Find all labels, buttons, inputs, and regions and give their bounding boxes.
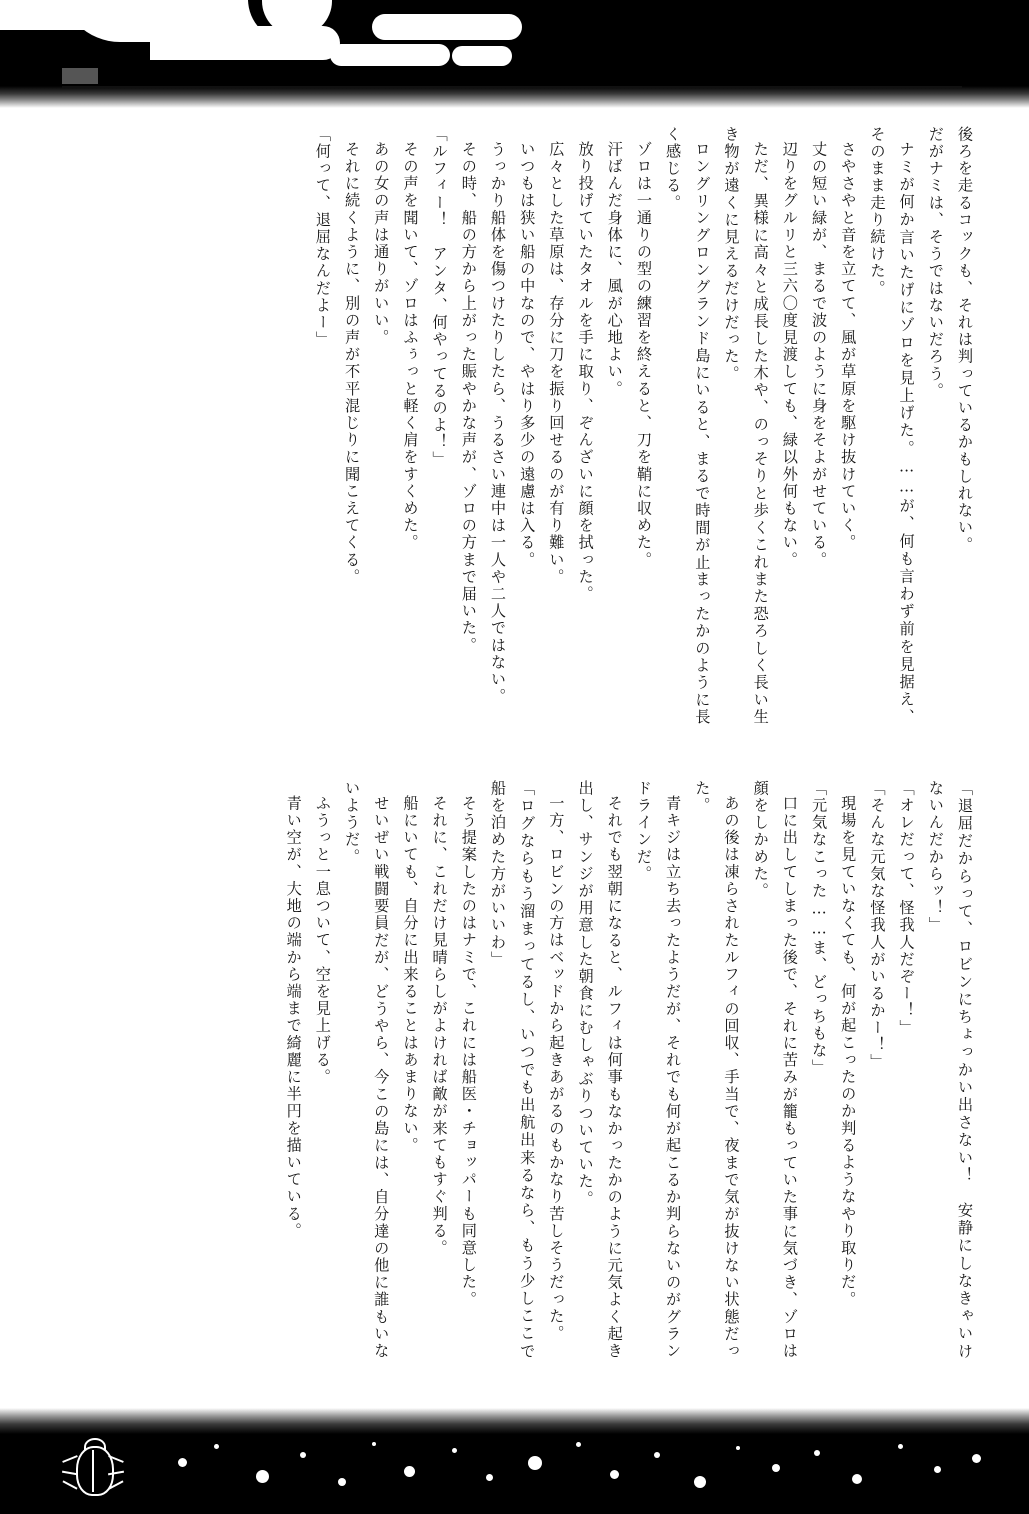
header-gradient xyxy=(0,86,1029,108)
paragraph: 辺りをグルリと三六〇度見渡しても、緑以外何もない。 xyxy=(780,141,799,569)
paragraph: それでも翌朝になると、ルフィは何事もなかったかのように元気よく起き出し、サンジが用意した朝食にむしゃぶりついていた。 xyxy=(576,780,624,1360)
paragraph: ゾロは一通りの型の練習を終えると、刀を鞘に収めた。 xyxy=(634,141,653,569)
paragraph: あの女の声は通りがいい。 xyxy=(372,141,391,347)
header-swatch xyxy=(62,68,98,84)
paragraph: それに続くように、別の声が不平混じりに聞こえてくる。 xyxy=(343,141,362,586)
dialogue-line: 「ログならもう溜まってるし、いつでも出航出来るなら、もう少しここで船を泊めた方がいいわ」 xyxy=(489,780,537,1360)
paragraph: ただ、異様に高々と成長した木や、のっそりと歩くこれまた恐ろしく長い生き物が遠くに見えるだけだった。 xyxy=(722,126,770,726)
page-header-band xyxy=(0,0,1029,108)
header-divider xyxy=(62,86,962,88)
paragraph: その時、船の方から上がった賑やかな声が、ゾロの方まで届いた。 xyxy=(459,141,478,655)
beetle-icon xyxy=(64,1436,126,1500)
cloud-shape xyxy=(330,44,450,66)
dialogue-line: 「ルフィー！ アンタ、何やってるのよ！」 xyxy=(430,126,449,468)
text-column-upper xyxy=(49,126,979,726)
paragraph: 青キジは立ち去ったようだが、それでも何が起こるか判らないのがグランドラインだ。 xyxy=(634,780,683,1360)
paragraph: だがナミは、そうではないだろう。 xyxy=(926,126,945,400)
cloud-shape xyxy=(372,14,522,40)
paragraph: 丈の短い緑が、まるで波のように身をそよがせている。 xyxy=(810,141,829,569)
cloud-shape xyxy=(452,46,512,66)
paragraph: 広々とした草原は、存分に刀を振り回せるのが有り難い。 xyxy=(547,141,566,586)
paragraph: 一方、ロビンの方はベッドから起きあがるのもかなり苦しそうだった。 xyxy=(547,795,566,1343)
paragraph: 汗ばんだ身体に、風が心地よい。 xyxy=(605,141,624,398)
paragraph: ロングリングロングランド島にいると、まるで時間が止まったかのように長く感じる。 xyxy=(664,126,712,726)
paragraph: ふうっと一息ついて、空を見上げる。 xyxy=(313,795,332,1086)
dialogue-line: 「何って、退屈なんだよー」 xyxy=(313,126,332,349)
page-footer-band xyxy=(0,1408,1029,1514)
paragraph: 放り投げていたタオルを手に取り、ぞんざいに顔を拭った。 xyxy=(576,141,595,603)
paragraph: 船にいても、自分に出来ることはあまりない。 xyxy=(401,795,420,1155)
paragraph: その声を聞いて、ゾロはふぅっと軽く肩をすくめた。 xyxy=(401,141,420,552)
paragraph: せいぜい戦闘要員だが、どうやら、今この島には、自分達の他に誰もいないようだ。 xyxy=(343,780,391,1360)
footer-gradient xyxy=(0,1408,1029,1434)
page-title-separator: / xyxy=(168,69,173,84)
text-column-lower xyxy=(49,780,979,1360)
paragraph: それに、これだけ見晴らしがよければ敵が来てもすぐ判る。 xyxy=(430,795,449,1257)
paragraph: 青い空が、大地の端から端まで綺麗に半円を描いている。 xyxy=(284,795,303,1240)
paragraph: うっかり船体を傷つけたりしたら、うるさい連中は一人や二人ではない。 xyxy=(489,141,507,706)
dialogue-line: 「元気なこった……ま、どっちもな」 xyxy=(810,780,829,1077)
dialogue-line: 「オレだって、怪我人だぞー！」 xyxy=(897,780,916,1037)
page-title-jp: 惑星会合 xyxy=(104,69,161,84)
page-title xyxy=(104,66,206,85)
paragraph: そう提案したのはナミで、これには船医・チョッパーも同意した。 xyxy=(459,795,478,1309)
paragraph: ナミが何か言いたげにゾロを見上げた。……が、何も言わず前を見据え、そのまま走り続けた。 xyxy=(868,126,916,726)
paragraph: 現場を見ていなくても、何が起こったのか判るようなやり取りだ。 xyxy=(839,795,858,1309)
dialogue-line: 「退屈だからって、ロビンにちょっかい出さない！ 安静にしなきゃいけないんだからッ！」 xyxy=(926,780,974,1360)
paragraph: さやさやと音を立てて、風が草原を駆け抜けていく。 xyxy=(839,141,858,552)
paragraph: いつもは狭い船の中なので、やはり多少の遠慮は入る。 xyxy=(518,141,537,569)
page-body xyxy=(0,108,1029,1408)
paragraph: 口に出してしまった後で、それに苦みが籠もっていた事に気づき、ゾロは顔をしかめた。 xyxy=(751,780,799,1360)
paragraph: あの後は凍らされたルフィの回収、手当で、夜まで気が抜けない状態だった。 xyxy=(693,780,741,1360)
dialogue-line: 「そんな元気な怪我人がいるかー！」 xyxy=(868,780,887,1071)
paragraph: 後ろを走るコックも、それは判っているかもしれない。 xyxy=(956,126,974,554)
page-title-author: roki xyxy=(180,69,206,84)
